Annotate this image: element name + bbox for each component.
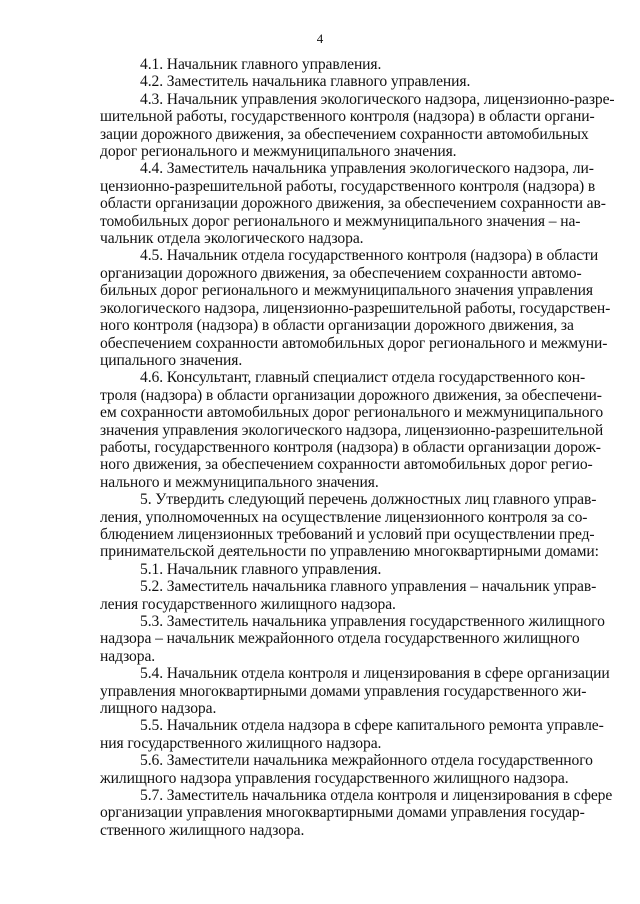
paragraph-5-5: 5.5. Начальник отдела надзора в сфере капитального ремонта управле- ния государственного жилищного надзора. [100, 717, 604, 752]
paragraph-5-3: 5.3. Заместитель начальника управления государственного жилищного надзора – начальник межрайонного отдела государственного жилищного надзора. [100, 613, 605, 665]
paragraph-5-4: 5.4. Начальник отдела контроля и лицензирования в сфере организации управления многоквартирными домами управления государственного жи- лищного надзора. [100, 665, 610, 718]
paragraph-5: 5. Утвердить следующий перечень должностных лиц главного управ- ления, уполномоченных на осуществление лицензионного контроля за со- блюдением лицензионных требований и условий при осуществлении пред- принимательской деятельности по управлению многоквартирными домами: [100, 491, 599, 561]
paragraph-4-6: 4.6. Консультант, главный специалист отдела государственного кон- троля (надзора) в области организации дорожного движения, за обеспечени- ем сохранности автомобильных дорог регионального и межмуниципального значения управления экологического надзора, лицензионно-разрешительной работы, государственного контроля (надзора) в области организации дорож- ного движения, за обеспечением сохранности автомобильных дорог регио- нального и межмуниципального значения. [100, 369, 604, 491]
page-number: 4 [316, 31, 324, 46]
paragraph-4-2: 4.2. Заместитель начальника главного управления. [140, 73, 471, 91]
paragraph-5-2: 5.2. Заместитель начальника главного управления – начальник управ- ления государственного жилищного надзора. [100, 578, 597, 613]
paragraph-4-3: 4.3. Начальник управления экологического надзора, лицензионно-разре- шительной работы, государственного контроля (надзора) в области органи- зации дорожного движения, за обеспечением сохранности автомобильных дорог регионального и межмуниципального значения. [100, 90, 615, 161]
paragraph-5-7: 5.7. Заместитель начальника отдела контроля и лицензирования в сфере организации управления многоквартирными домами управления государ- ственного жилищного надзора. [100, 787, 613, 839]
paragraph-4-1: 4.1. Начальник главного управления. [140, 56, 382, 73]
paragraph-5-1: 5.1. Начальник главного управления. [140, 560, 382, 578]
paragraph-4-5: 4.5. Начальник отдела государственного контроля (надзора) в области организации дорожного движения, за обеспечением сохранности автомо- бильных дорог регионального и межмуниципального значения управления экологического надзора, лицензионно-разрешительной работы, государствен- ного контроля (надзора) в области организации дорожного движения, за обеспечением сохранности автомобильных дорог регионального и межмуни- ципального значения. [100, 247, 611, 369]
paragraph-5-6: 5.6. Заместители начальника межрайонного отдела государственного жилищного надзора управления государственного жилищного надзора. [100, 752, 593, 787]
document-body [100, 56, 616, 839]
paragraph-4-4: 4.4. Заместитель начальника управления экологического надзора, ли- цензионно-разрешительной работы, государственного контроля (надзора) в области организации дорожного движения, за обеспечением сохранности ав- томобильных дорог регионального и межмуниципального значения – на- чальник отдела экологического надзора. [100, 160, 606, 248]
